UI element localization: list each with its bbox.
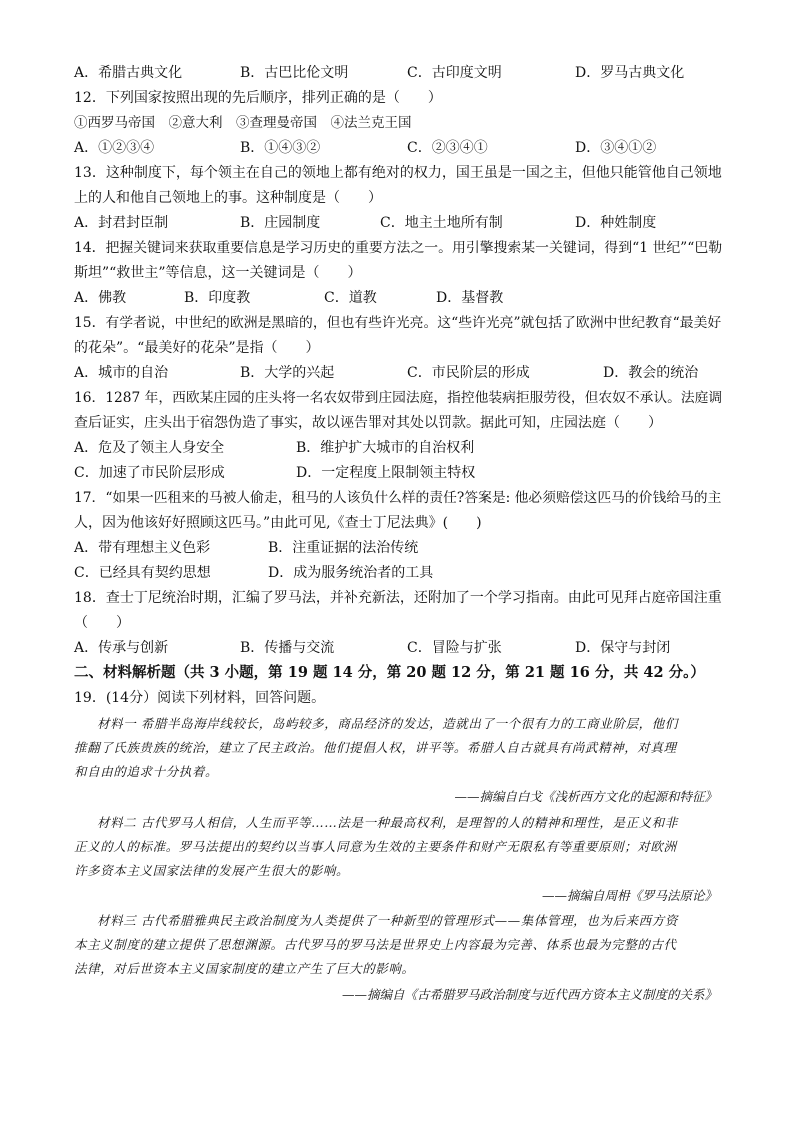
material-3-source: ——摘编自《古希腊罗马政治制度与近代西方资本主义制度的关系》 (341, 987, 717, 1002)
q19-stem: 19．(14分）阅读下列材料，回答问题。 (74, 690, 326, 706)
material-3-line2: 本主义制度的建立提供了思想渊源。古代罗马的罗马法是世界史上内容最为完善、体系也最为完整的古代 (74, 937, 677, 952)
material-2-line1: 材料二 古代罗马人相信，人生而平等……法是一种最高权利，是理智的人的精神和理性，是正义和非 (97, 815, 678, 830)
q16-option-a: A．危及了领主人身安全 (74, 440, 225, 456)
q15-stem-line2: 的花朵”。“最美好的花朵”是指（ ） (74, 340, 320, 356)
q13-option-c: C．地主土地所有制 (380, 215, 503, 231)
material-2-line3: 许多资本主义国家法律的发展产生很大的影响。 (74, 863, 350, 878)
q15-option-b: B．大学的兴起 (240, 365, 335, 381)
q18-option-d: D．保守与封闭 (575, 640, 671, 656)
material-1-line3: 和自由的追求十分执着。 (74, 764, 219, 779)
q14-option-b: B．印度教 (184, 290, 251, 306)
q17-stem-line2: 人，因为他该好好照顾这匹马。”由此可见,《查士丁尼法典》( ) (74, 515, 482, 531)
material-2-line2: 正义的人的标准。罗马法提出的契约以当事人同意为生效的主要条件和财产无限私有等重要原则；对欧洲 (74, 839, 677, 854)
q16-option-d: D．一定程度上限制领主特权 (296, 465, 476, 481)
q18-option-b: B．传播与交流 (240, 640, 335, 656)
q14-option-d: D．基督教 (436, 290, 504, 306)
material-3-line1: 材料三 古代希腊雅典民主政治制度为人类提供了一种新型的管理形式——集体管理，也为后来西方资 (97, 913, 678, 928)
q11-option-c: C．古印度文明 (407, 65, 502, 81)
material-1-source: ——摘编自白戈《浅析西方文化的起源和特征》 (454, 789, 717, 804)
q12-option-a: A．①②③④ (74, 140, 155, 156)
q17-option-b: B．注重证据的法治传统 (268, 540, 419, 556)
q13-option-a: A．封君封臣制 (74, 215, 169, 231)
q15-option-d: D．教会的统治 (603, 365, 699, 381)
q16-stem-line1: 16．1287 年，西欧某庄园的庄头将一名农奴带到庄园法庭，指控他装病拒服劳役，但农奴不承认。法庭调 (74, 390, 723, 406)
q12-stem: 12．下列国家按照出现的先后顺序，排列正确的是（ ） (74, 90, 442, 106)
q15-option-c: C．市民阶层的形成 (407, 365, 530, 381)
q18-stem-line1: 18．查士丁尼统治时期，汇编了罗马法，并补充新法，还附加了一个学习指南。由此可见拜占庭帝国注重 (74, 590, 722, 606)
q17-stem-line1: 17．“如果一匹租来的马被人偷走，租马的人该负什么样的责任?答案是: 他必须赔偿这匹马的价钱给马的主 (74, 490, 722, 506)
q15-option-a: A．城市的自治 (74, 365, 169, 381)
q13-stem-line1: 13．这种制度下，每个领主在自己的领地上都有绝对的权力，国王虽是一国之主，但他只能管他自己领地 (74, 165, 722, 181)
q12-option-b: B．①④③② (240, 140, 321, 156)
q14-option-a: A．佛教 (74, 290, 127, 306)
q11-option-d: D．罗马古典文化 (575, 65, 685, 81)
material-3-line3: 法律，对后世资本主义国家制度的建立产生了巨大的影响。 (74, 961, 415, 976)
q13-option-b: B．庄园制度 (240, 215, 321, 231)
q16-option-c: C．加速了市民阶层形成 (74, 465, 225, 481)
q12-option-c: C．②③④① (407, 140, 488, 156)
q18-stem-line2: （ ） (74, 615, 130, 631)
q16-option-b: B．维护扩大城市的自治权利 (296, 440, 475, 456)
q11-option-a: A．希腊古典文化 (74, 65, 183, 81)
q17-option-d: D．成为服务统治者的工具 (268, 565, 434, 581)
q17-option-a: A．带有理想主义色彩 (74, 540, 211, 556)
q18-option-a: A．传承与创新 (74, 640, 169, 656)
material-2-source: ——摘编自周枏《罗马法原论》 (541, 888, 717, 903)
material-1-line2: 推翻了氏族贵族的统治，建立了民主政治。他们提倡人权，讲平等。希腊人自古就具有尚武精神，对真理 (74, 740, 677, 755)
q14-stem-line2: 斯坦”“救世主”等信息，这一关键词是（ ） (74, 265, 362, 281)
q15-stem-line1: 15．有学者说，中世纪的欧洲是黑暗的，但也有些许光亮。这“些许光亮”就包括了欧洲中世纪教育“最美好 (74, 315, 722, 331)
q13-stem-line2: 上的人和他自己领地上的事。这种制度是（ ） (74, 190, 382, 206)
q14-stem-line1: 14．把握关键词来获取重要信息是学习历史的重要方法之一。用引擎搜索某一关键词，得到“1 世纪”“巴勒 (74, 240, 723, 256)
q18-option-c: C．冒险与扩张 (407, 640, 502, 656)
q16-stem-line2: 查后证实，庄头出于宿怨伪造了事实，故以诬告罪对其处以罚款。据此可知，庄园法庭（ ） (74, 415, 662, 431)
q12-items: ①西罗马帝国 ②意大利 ③查理曼帝国 ④法兰克王国 (74, 115, 412, 131)
q12-option-d: D．③④①② (575, 140, 657, 156)
q13-option-d: D．种姓制度 (575, 215, 657, 231)
section-2-title: 二、材料解析题（共 3 小题，第 19 题 14 分，第 20 题 12 分，第 21 题 16 分，共 42 分。） (74, 664, 705, 681)
q14-option-c: C．道教 (324, 290, 377, 306)
q17-option-c: C．已经具有契约思想 (74, 565, 211, 581)
material-1-line1: 材料一 希腊半岛海岸线较长，岛屿较多，商品经济的发达，造就出了一个很有力的工商业阶层，他们 (97, 716, 678, 731)
q11-option-b: B．古巴比伦文明 (240, 65, 349, 81)
